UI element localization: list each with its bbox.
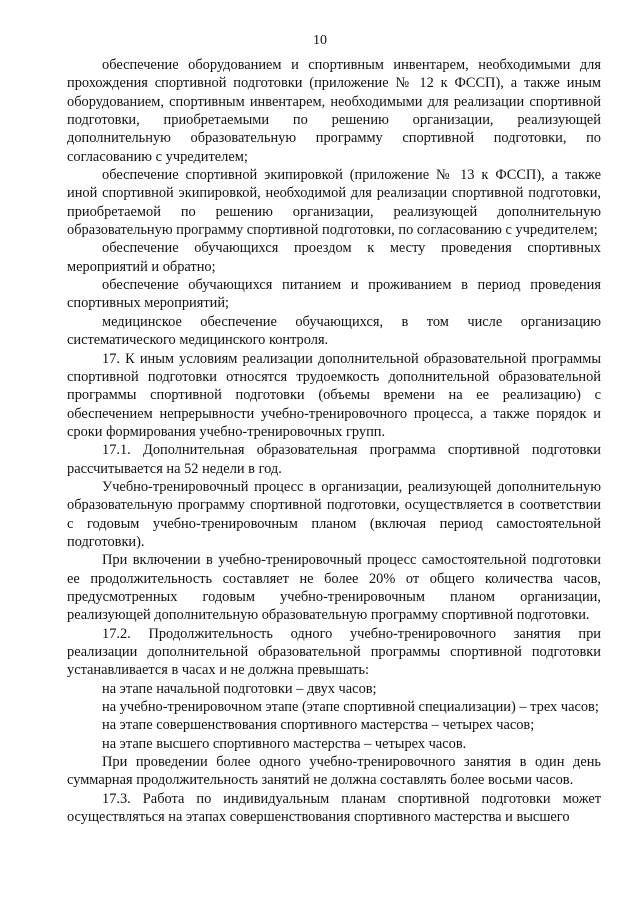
paragraph-training-process: Учебно-тренировочный процесс в организации, реализующей дополнительную образовательную программу спортивной подготовки, осуществляется в соответствии с годовым учебно-тренировочным планом (включая период самостоятельной подготовки). [67, 478, 601, 550]
paragraph-food-accommodation: обеспечение обучающихся питанием и проживанием в период проведения спортивных мероприятий; [67, 277, 601, 312]
paragraph-training-stage: на учебно-тренировочном этапе (этапе спортивной специализации) – трех часов; [102, 699, 599, 716]
paragraph-sports-gear-provision: обеспечение спортивной экипировкой (приложение № 13 к ФССП), а также иной спортивной экипировкой, необходимой для реализации спортивной подготовки, приобретаемой по решению организации, реализующей дополнительную образовательную программу спортивной подготовки, по согласованию с учредителем; [67, 167, 601, 239]
paragraph-initial-stage: на этапе начальной подготовки – двух часов; [102, 680, 377, 697]
paragraph-self-training: При включении в учебно-тренировочный процесс самостоятельной подготовки ее продолжительность составляет не более 20% от общего количества часов, предусмотренных годовым учебно-тренировочным планом организации, реализующей дополнительную образовательную программу спортивной подготовки. [67, 552, 601, 624]
paragraph-section-17-3: 17.3. Работа по индивидуальным планам спортивной подготовки может осуществляться на этапах совершенствования спортивного мастерства и высшего [67, 790, 601, 826]
paragraph-section-17-1: 17.1. Дополнительная образовательная программа спортивной подготовки рассчитывается на 52 недели в год. [67, 442, 601, 477]
paragraph-section-17-2: 17.2. Продолжительность одного учебно-тренировочного занятия при реализации дополнительной образовательной программы спортивной подготовки устанавливается в часах и не должна превышать: [67, 625, 601, 679]
paragraph-improvement-stage: на этапе совершенствования спортивного мастерства – четырех часов; [102, 717, 535, 734]
page-number: 10 [313, 33, 327, 48]
paragraph-travel-provision: обеспечение обучающихся проездом к месту проведения спортивных мероприятий и обратно; [67, 240, 601, 275]
paragraph-section-17: 17. К иным условиям реализации дополнительной образовательной программы спортивной подготовки относятся трудоемкость дополнительной образовательной программы спортивной подготовки (объемы времени на ее реализацию) с обеспечением непрерывности учебно-тренировочного процесса, а также порядок и сроки формирования учебно-тренировочных групп. [67, 350, 601, 440]
paragraph-multiple-sessions: При проведении более одного учебно-тренировочного занятия в один день суммарная продолжительность занятий не должна составлять более восьми часов. [67, 754, 601, 789]
paragraph-equipment-provision: обеспечение оборудованием и спортивным инвентарем, необходимыми для прохождения спортивной подготовки (приложение № 12 к ФССП), а также иным оборудованием, спортивным инвентарем, необходимыми для реализации спортивной подготовки, приобретаемыми по решению организации, реализующей дополнительную образовательную программу спортивной подготовки, по согласованию с учредителем; [67, 57, 601, 165]
paragraph-highest-stage: на этапе высшего спортивного мастерства – четырех часов. [102, 735, 467, 752]
document-body [67, 56, 601, 826]
paragraph-medical-provision: медицинское обеспечение обучающихся, в том числе организацию систематического медицинского контроля. [67, 313, 601, 349]
